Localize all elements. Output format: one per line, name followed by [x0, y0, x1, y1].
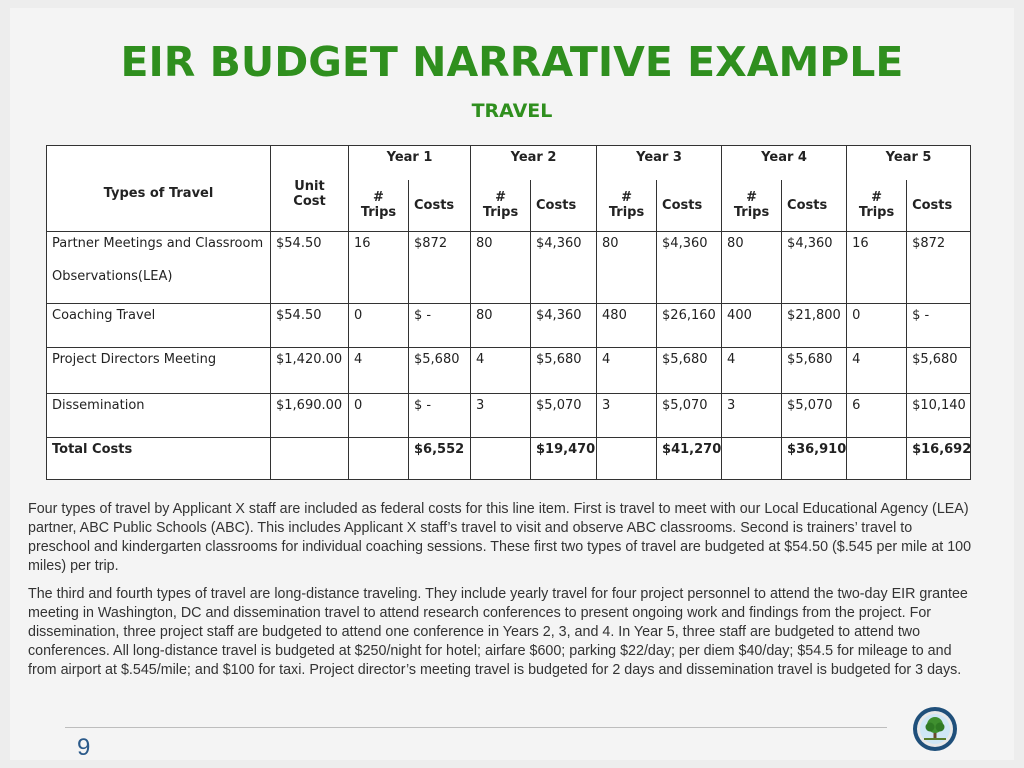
page-title: EIR BUDGET NARRATIVE EXAMPLE	[120, 38, 904, 86]
table-total-row	[47, 438, 971, 480]
trips-cell: 480	[597, 304, 657, 348]
trips-cell: 4	[349, 348, 409, 394]
trips-cell: 400	[722, 304, 782, 348]
header-trips: # Trips	[847, 180, 907, 232]
header-costs: Costs	[657, 180, 722, 232]
cost-cell: $21,800	[782, 304, 847, 348]
header-costs: Costs	[531, 180, 597, 232]
total-costs-label: Total Costs	[47, 438, 271, 480]
cost-cell: $5,070	[782, 394, 847, 438]
travel-type-cell	[47, 232, 271, 304]
travel-type-label: Coaching Travel	[47, 304, 271, 348]
table-row	[47, 394, 971, 438]
header-year-4: Year 4	[722, 146, 847, 180]
trips-cell: 4	[847, 348, 907, 394]
cost-cell: $5,680	[657, 348, 722, 394]
page-subtitle: TRAVEL	[471, 100, 553, 122]
cost-cell: $5,680	[409, 348, 471, 394]
header-trips: # Trips	[349, 180, 409, 232]
table-row	[47, 348, 971, 394]
total-cost-year-2: $19,470	[531, 438, 597, 480]
trips-cell: 80	[722, 232, 782, 304]
unit-cost-cell: $1,690.00	[271, 394, 349, 438]
footer-divider	[65, 727, 887, 728]
table-header-row-years	[47, 146, 971, 180]
empty-cell	[597, 438, 657, 480]
unit-cost-cell: $54.50	[271, 232, 349, 304]
header-costs: Costs	[907, 180, 971, 232]
travel-type-label: Project Directors Meeting	[47, 348, 271, 394]
unit-cost-cell: $54.50	[271, 304, 349, 348]
empty-cell	[722, 438, 782, 480]
trips-cell: 80	[471, 304, 531, 348]
header-costs: Costs	[782, 180, 847, 232]
header-types-of-travel: Types of Travel	[47, 146, 271, 232]
cost-cell: $ -	[409, 394, 471, 438]
trips-cell: 0	[349, 394, 409, 438]
total-cost-year-3: $41,270	[657, 438, 722, 480]
trips-cell: 6	[847, 394, 907, 438]
trips-cell: 16	[847, 232, 907, 304]
empty-cell	[847, 438, 907, 480]
travel-type-label-continued: Observations(LEA)	[52, 269, 173, 284]
header-trips: # Trips	[722, 180, 782, 232]
trips-cell: 4	[471, 348, 531, 394]
empty-cell	[271, 438, 349, 480]
travel-type-label: Dissemination	[47, 394, 271, 438]
cost-cell: $5,680	[907, 348, 971, 394]
travel-budget-table	[46, 145, 971, 480]
trips-cell: 80	[471, 232, 531, 304]
cost-cell: $10,140	[907, 394, 971, 438]
cost-cell: $ -	[907, 304, 971, 348]
cost-cell: $5,070	[657, 394, 722, 438]
empty-cell	[471, 438, 531, 480]
header-year-5: Year 5	[847, 146, 971, 180]
header-year-2: Year 2	[471, 146, 597, 180]
cost-cell: $4,360	[531, 232, 597, 304]
header-unit-cost: Unit Cost	[271, 146, 349, 232]
page-number: 9	[77, 734, 91, 761]
cost-cell: $872	[907, 232, 971, 304]
travel-type-label: Partner Meetings and Classroom	[52, 236, 264, 251]
total-cost-year-1: $6,552	[409, 438, 471, 480]
trips-cell: 16	[349, 232, 409, 304]
header-year-1: Year 1	[349, 146, 471, 180]
header-trips: # Trips	[471, 180, 531, 232]
narrative-paragraph-1: Four types of travel by Applicant X staff are included as federal costs for this line item. First is travel to meet with our Local Educational Agency (LEA) partner, ABC Public Schools (ABC). This includes Applicant X staff’s travel to visit and observe ABC classrooms. Second is trainers’ travel to preschool and kindergarten classrooms for individual coaching sessions. These first two types of travel are budgeted at $54.50 ($.545 per mile at 100 miles) per trip.	[28, 501, 972, 574]
trips-cell: 4	[722, 348, 782, 394]
cost-cell: $4,360	[531, 304, 597, 348]
trips-cell: 0	[847, 304, 907, 348]
cost-cell: $4,360	[657, 232, 722, 304]
narrative-paragraph-2: The third and fourth types of travel are long-distance traveling. They include yearly travel for four project personnel to attend the two-day EIR grantee meeting in Washington, DC and dissemination travel to attend research conferences to present ongoing work and findings from the project. For dissemination, three project staff are budgeted to attend one conference in Years 2, 3, and 4. In Year 5, three staff are budgeted to attend two conferences. All long-distance travel is budgeted at $250/night for hotel; airfare $600; parking $22/day; per diem $40/day; $54.5 for mileage to and from airport at $.545/mile; and $100 for taxi. Project director’s meeting travel is budgeted for 2 days and dissemination travel is budgeted for 3 days.	[28, 586, 968, 678]
header-year-3: Year 3	[597, 146, 722, 180]
cost-cell: $4,360	[782, 232, 847, 304]
trips-cell: 80	[597, 232, 657, 304]
department-of-education-seal-icon	[912, 706, 958, 752]
empty-cell	[349, 438, 409, 480]
cost-cell: $872	[409, 232, 471, 304]
unit-cost-cell: $1,420.00	[271, 348, 349, 394]
trips-cell: 3	[597, 394, 657, 438]
cost-cell: $ -	[409, 304, 471, 348]
cost-cell: $26,160	[657, 304, 722, 348]
header-trips: # Trips	[597, 180, 657, 232]
total-cost-year-4: $36,910	[782, 438, 847, 480]
table-row	[47, 304, 971, 348]
cost-cell: $5,680	[782, 348, 847, 394]
trips-cell: 4	[597, 348, 657, 394]
trips-cell: 0	[349, 304, 409, 348]
total-cost-year-5: $16,692	[907, 438, 971, 480]
table-row	[47, 232, 971, 304]
trips-cell: 3	[722, 394, 782, 438]
cost-cell: $5,680	[531, 348, 597, 394]
header-costs: Costs	[409, 180, 471, 232]
trips-cell: 3	[471, 394, 531, 438]
cost-cell: $5,070	[531, 394, 597, 438]
